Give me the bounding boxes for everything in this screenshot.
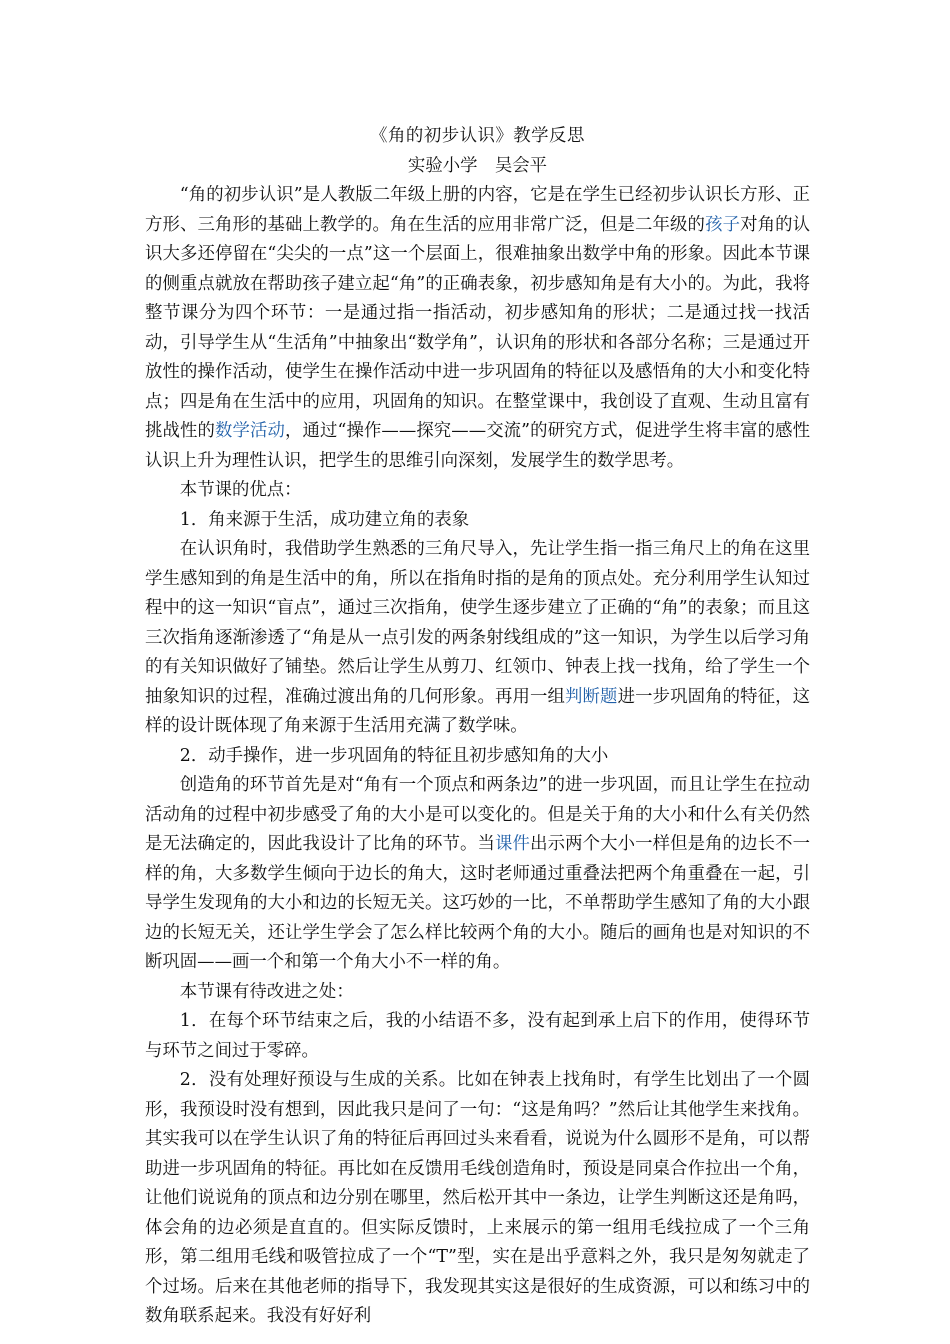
intro-text-2: 对角的认识大多还停留在“尖尖的一点”这一个层面上，很难抽象出数学中角的形象。因此本节课的侧重点就放在帮助孩子建立起“角”的正确表象，初步感知角是有大小的。为此，我将整节课分为四个环节：一是通过指一指活动，初步感知角的形状；二是通过找一找活动，引导学生从“生活角”中抽象出“数学角”，认识角的形状和各部分名称；三是通过开放性的操作活动，使学生在操作活动中进一步巩固角的特征以及感悟角的大小和变化特点；四是角在生活中的应用，巩固角的知识。在整堂课中，我创设了直观、生动且富有挑战性的 [145,214,810,441]
improvements-heading: 本节课有待改进之处： [179,981,354,1002]
point2-text-2: 出示两个大小一样但是角的边长不一样的角，大多数学生倾向于边长的角大，这时老师通过重叠法把两个角重叠在一起，引导学生发现角的大小和边的长短无关。这巧妙的一比，不单帮助学生感知了角的大小跟边的长短无关，还让学生学会了怎么样比较两个角的大小。随后的画角也是对知识的不断巩固——画一个和第一个角大小不一样的角。 [145,834,810,972]
point1-paragraph [145,535,810,742]
improve1-paragraph: 1．在每个环节结束之后，我的小结语不多，没有起到承上启下的作用，使得环节与环节之间过于零碎。 [145,1011,810,1061]
point1-heading: 1．角来源于生活，成功建立角的表象 [179,509,470,530]
link-panduanti[interactable]: 判断题 [565,686,618,707]
point2-heading: 2．动手操作，进一步巩固角的特征且初步感知角的大小 [179,745,609,766]
author-line: 实验小学 吴会平 [407,155,548,176]
point2-text-1: 创造角的环节首先是对“角有一个顶点和两条边”的进一步巩固，而且让学生在拉动活动角的过程中初步感受了角的大小是可以变化的。但是关于角的大小和什么有关仍然是无法确定的，因此我设计了比角的环节。当 [145,775,810,854]
point1-text-1: 在认识角时，我借助学生熟悉的三角尺导入，先让学生指一指三角尺上的角在这里学生感知到的角是生活中的角，所以在指角时指的是角的顶点处。充分利用学生认知过程中的这一知识“盲点”，通过三次指角，使学生逐步建立了正确的“角”的表象；而且这三次指角逐渐渗透了“角是从一点引发的两条射线组成的”这一知识，为学生以后学习角的有关知识做好了铺垫。然后让学生从剪刀、红领巾、钟表上找一找角，给了学生一个抽象知识的过程，准确过渡出角的几何形象。再用一组 [145,539,810,707]
point1-text-2: 进一步巩固角的特征，这样的设计既体现了角来源于生活用充满了数学味。 [145,686,810,736]
intro-text-1: “角的初步认识”是人教版二年级上册的内容，它是在学生已经初步认识长方形、正方形、三角形的基础上教学的。角在生活的应用非常广泛，但是二年级的 [145,185,810,235]
link-haizi[interactable]: 孩子 [705,214,741,235]
strengths-heading: 本节课的优点： [179,480,302,500]
intro-text-3: ，通过“操作——探究——交流”的研究方式，促进学生将丰富的感性认识上升为理性认识，把学生的思维引向深刻，发展学生的数学思考。 [145,421,810,471]
point2-paragraph [145,771,810,978]
improve2-paragraph: 2．没有处理好预设与生成的关系。比如在钟表上找角时，有学生比划出了一个圆形，我预设时没有想到，因此我只是问了一句：“这是角吗？”然后让其他学生来找角。其实我可以在学生认识了角的特征后再回过头来看看，说说为什么圆形不是角，可以帮助进一步巩固角的特征。再比如在反馈用毛线创造角时，预设是同桌合作拉出一个角，让他们说说角的顶点和边分别在哪里，然后松开其中一条边，让学生判断这还是角吗，体会角的边必须是直直的。但实际反馈时，上来展示的第一组用毛线拉成了一个三角形，第二组用毛线和吸管拉成了一个“T”型，实在是出乎意料之外，我只是匆匆就走了个过场。后来在其他老师的指导下，我发现其实这是很好的生成资源，可以和练习中的数角联系起来。我没有好好利 [145,1070,810,1326]
link-shuxue-huodong[interactable]: 数学活动 [214,421,285,441]
link-kejian[interactable]: 课件 [495,834,531,854]
page-title: 《角的初步认识》教学反思 [370,126,585,146]
intro-paragraph [145,181,810,476]
document-body [145,122,810,1332]
